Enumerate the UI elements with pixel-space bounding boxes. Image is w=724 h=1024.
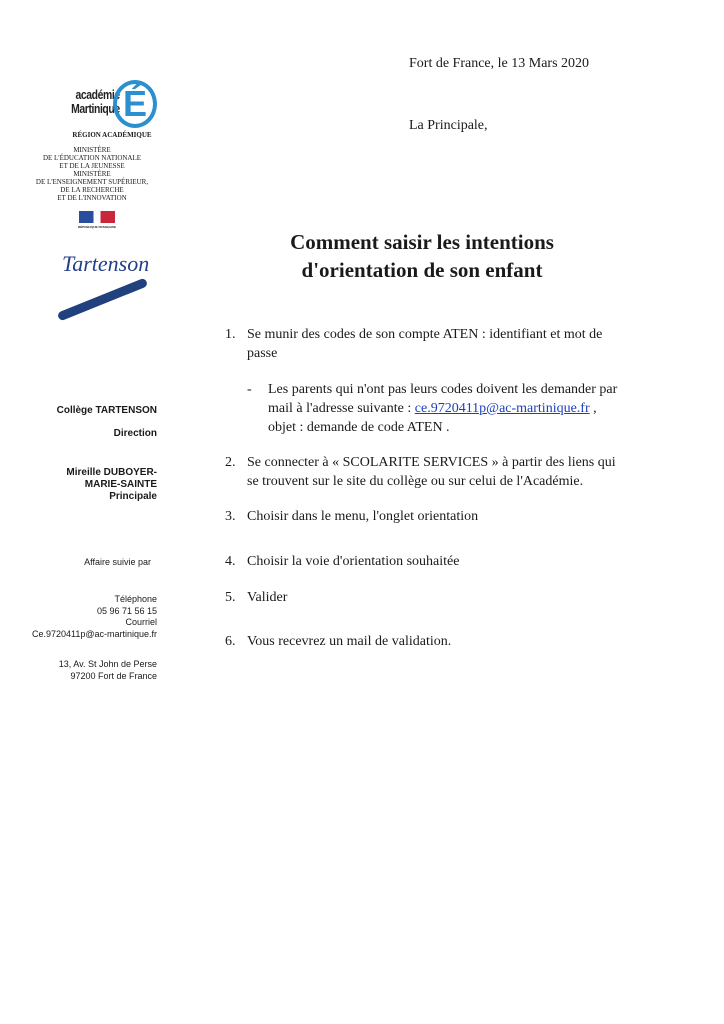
mail-value[interactable]: Ce.9720411p@ac-martinique.fr <box>31 628 157 639</box>
step-number: 5. <box>225 590 236 605</box>
text: mail à l'adresse suivante : <box>268 401 415 416</box>
tel-label: Téléphone <box>114 594 157 604</box>
republique-label: RÉPUBLIQUE FRANÇAISE <box>77 225 116 229</box>
step-text: se trouvent sur le site du collège ou sur celui de l'Académie. <box>247 474 584 489</box>
text: ET DE LA JEUNESSE <box>59 162 125 170</box>
step-text: Se munir des codes de son compte ATEN : identifiant et mot de <box>247 327 603 342</box>
address-block <box>59 659 157 682</box>
direction-label: Direction <box>113 428 157 439</box>
principal-block <box>66 467 157 503</box>
step-number: 4. <box>225 554 236 569</box>
sub-text: Les parents qui n'ont pas leurs codes doivent les demander par <box>268 382 618 397</box>
pen-icon <box>57 278 148 322</box>
date-line: Fort de France, le 13 Mars 2020 <box>409 56 590 71</box>
republique-flag-logo <box>79 211 115 223</box>
principal-role: Principale <box>109 491 157 502</box>
step-text: Choisir la voie d'orientation souhaitée <box>247 554 460 569</box>
email-link[interactable]: ce.9720411p@ac-martinique.fr <box>414 401 590 416</box>
step-5 <box>0 588 724 607</box>
step-6 <box>0 632 724 651</box>
title-line1: Comment saisir les intentions <box>290 230 554 254</box>
principal-name-2: MARIE-SAINTE <box>84 479 157 490</box>
academie-line2: Martinique <box>71 101 120 116</box>
step-text: Vous recevrez un mail de validation. <box>247 634 452 649</box>
sub-text: objet : demande de code ATEN . <box>268 420 450 435</box>
address-line2: 97200 Fort de France <box>70 670 157 681</box>
academie-e-logo: É <box>113 80 157 128</box>
sub-item <box>268 380 668 437</box>
principal-name-1: Mireille DUBOYER- <box>66 467 157 478</box>
ministry-education <box>27 146 157 202</box>
step-number: 2. <box>225 455 236 470</box>
step-1 <box>0 325 724 344</box>
text: MINISTÈRE <box>73 170 111 178</box>
dash-bullet: - <box>247 382 252 397</box>
salutation: La Principale, <box>409 118 488 133</box>
tel-value: 05 96 71 56 15 <box>96 605 157 616</box>
step-2 <box>0 453 724 472</box>
tartenson-logo: Tartenson <box>62 251 150 276</box>
step-text: Choisir dans le menu, l'onglet orientation <box>247 509 479 524</box>
region-label: RÉGION ACADÉMIQUE <box>72 131 152 139</box>
text: DE LA RECHERCHE <box>60 186 124 194</box>
text: DE L'ÉDUCATION NATIONALE <box>42 154 142 162</box>
step-number: 3. <box>225 509 236 524</box>
text: , <box>589 401 597 416</box>
step-text: Valider <box>247 590 288 605</box>
text: ET DE L'INNOVATION <box>57 194 127 202</box>
title-line2: d'orientation de son enfant <box>301 258 543 282</box>
text: MINISTÈRE <box>73 146 111 154</box>
mail-label: Courriel <box>125 617 157 627</box>
college-name: Collège TARTENSON <box>56 405 157 416</box>
step-text: passe <box>247 346 278 361</box>
academie-line1: académie <box>75 87 120 102</box>
step-text: Se connecter à « SCOLARITE SERVICES » à partir des liens qui <box>247 455 616 470</box>
step-4 <box>0 552 724 571</box>
sub-text <box>268 399 668 418</box>
affaire-label: Affaire suivie par <box>84 557 151 567</box>
step-3 <box>0 507 724 526</box>
address-line1: 13, Av. St John de Perse <box>58 659 157 669</box>
step-number: 6. <box>225 634 236 649</box>
text: DE L'ENSEIGNEMENT SUPÉRIEUR, <box>35 178 149 186</box>
document-title <box>222 228 622 284</box>
step-number: 1. <box>225 327 236 342</box>
